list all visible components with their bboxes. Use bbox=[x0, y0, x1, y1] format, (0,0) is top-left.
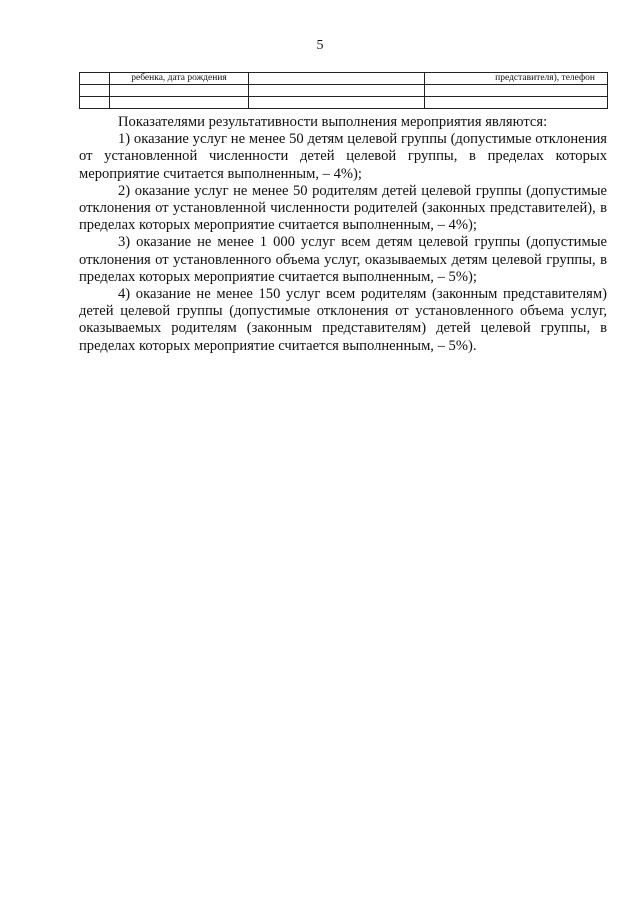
table-cell bbox=[249, 73, 425, 85]
indicator-item: 4) оказание не менее 150 услуг всем родителям (законным представителям) детей целевой группы (допустимые отклонения от установленного объема услуг, оказываемых родителям (законным представителям) детей целевой группы, в пределах которых мероприятие считается выполненным, – 5%). bbox=[79, 286, 607, 354]
table-cell bbox=[80, 97, 110, 109]
table-cell bbox=[249, 97, 425, 109]
table-cell bbox=[425, 97, 608, 109]
indicator-item: 3) оказание не менее 1 000 услуг всем детям целевой группы (допустимые отклонения от установленного объема услуг, оказываемых детям целевой группы, в пределах которых мероприятие считается выполненным, – 5%); bbox=[79, 234, 607, 285]
table-row bbox=[80, 97, 608, 109]
table-cell bbox=[80, 73, 110, 85]
page-number: 5 bbox=[316, 38, 324, 53]
table-cell-child-birthdate: ребенка, дата рождения bbox=[110, 73, 249, 85]
table-cell bbox=[110, 85, 249, 97]
table-cell bbox=[80, 85, 110, 97]
indicator-item: 1) оказание услуг не менее 50 детям целевой группы (допустимые отклонения от установленной численности детей целевой группы, в пределах которых мероприятие считается выполненным, – 4%); bbox=[79, 131, 607, 182]
table-cell bbox=[249, 85, 425, 97]
table-cell-representative-phone: представителя), телефон bbox=[425, 73, 608, 85]
table-cell bbox=[110, 97, 249, 109]
table-cell bbox=[425, 85, 608, 97]
table-row bbox=[80, 85, 608, 97]
table-row bbox=[80, 73, 608, 85]
document-body bbox=[79, 114, 607, 355]
continuation-table bbox=[79, 72, 608, 109]
indicator-item: 2) оказание услуг не менее 50 родителям детей целевой группы (допустимые отклонения от установленной численности родителей (законных представителей), в пределах которых мероприятие считается выполненным, – 4%); bbox=[79, 182, 607, 234]
indicators-intro: Показателями результативности выполнения мероприятия являются: bbox=[118, 114, 548, 130]
